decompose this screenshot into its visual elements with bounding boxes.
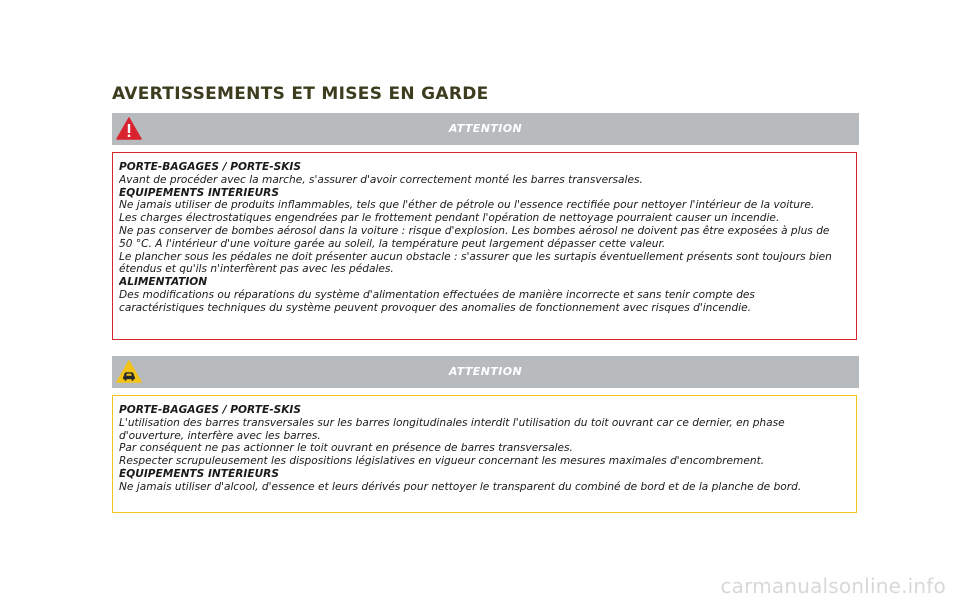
notice-text: Les charges électrostatiques engendrées par le frottement pendant l'opération de nettoyage pourraient causer un incendie. bbox=[119, 212, 780, 225]
notice-text: Le plancher sous les pédales ne doit présenter aucun obstacle : s'assurer que les surtapis éventuellement présents sont toujours bien bbox=[119, 250, 832, 263]
notice-text: 50 °C. À l'intérieur d'une voiture garée au soleil, la température peut largement dépasser cette valeur. bbox=[119, 237, 666, 250]
danger-notice-box bbox=[112, 152, 857, 340]
notice-text: Des modifications ou réparations du système d'alimentation effectuées de manière incorrecte et sans tenir compte des bbox=[119, 288, 755, 301]
notice-text: Ne jamais utiliser de produits inflammables, tels que l'éther de pétrole ou l'essence rectifiée pour nettoyer l'intérieur de la voiture. bbox=[119, 199, 815, 212]
notice-heading: ÉQUIPEMENTS INTÉRIEURS bbox=[119, 186, 279, 199]
attention-banner-danger bbox=[112, 113, 859, 145]
notice-text: Avant de procéder avec la marche, s'assurer d'avoir correctement monté les barres transversales. bbox=[119, 173, 643, 186]
notice-text: Ne pas conserver de bombes aérosol dans la voiture : risque d'explosion. Les bombes aérosol ne doivent pas être exposées à plus de bbox=[119, 224, 830, 237]
notice-text: L'utilisation des barres transversales sur les barres longitudinales interdit l'utilisation du toit ouvrant car ce dernier, en phase bbox=[119, 416, 785, 429]
notice-text: Respecter scrupuleusement les dispositions législatives en vigueur concernant les mesures maximales d'encombrement. bbox=[119, 455, 765, 468]
page-title: AVERTISSEMENTS ET MISES EN GARDE bbox=[112, 84, 489, 104]
notice-heading: ALIMENTATION bbox=[119, 276, 208, 289]
notice-text: caractéristiques techniques du système peuvent provoquer des anomalies de fonctionnement avec risques d'incendie. bbox=[119, 301, 751, 314]
watermark: carmanualsonline.info bbox=[720, 574, 946, 598]
notice-heading: PORTE-BAGAGES / PORTE-SKIS bbox=[119, 161, 302, 173]
warning-notice-box bbox=[112, 395, 857, 513]
notice-heading: ÉQUIPEMENTS INTÉRIEURS bbox=[119, 467, 279, 480]
banner-label: ATTENTION bbox=[448, 365, 523, 378]
notice-text: Par conséquent ne pas actionner le toit ouvrant en présence de barres transversales. bbox=[119, 442, 573, 455]
notice-text: d'ouverture, interfère avec les barres. bbox=[119, 429, 321, 442]
notice-text: étendus et qu'ils n'interfèrent pas avec les pédales. bbox=[119, 263, 394, 276]
banner-label: ATTENTION bbox=[448, 122, 523, 135]
notice-text: Ne jamais utiliser d'alcool, d'essence et leurs dérivés pour nettoyer le transparent du combiné de bord et de la planche de bord. bbox=[119, 480, 802, 493]
notice-heading: PORTE-BAGAGES / PORTE-SKIS bbox=[119, 404, 302, 416]
attention-banner-warning bbox=[112, 356, 859, 388]
